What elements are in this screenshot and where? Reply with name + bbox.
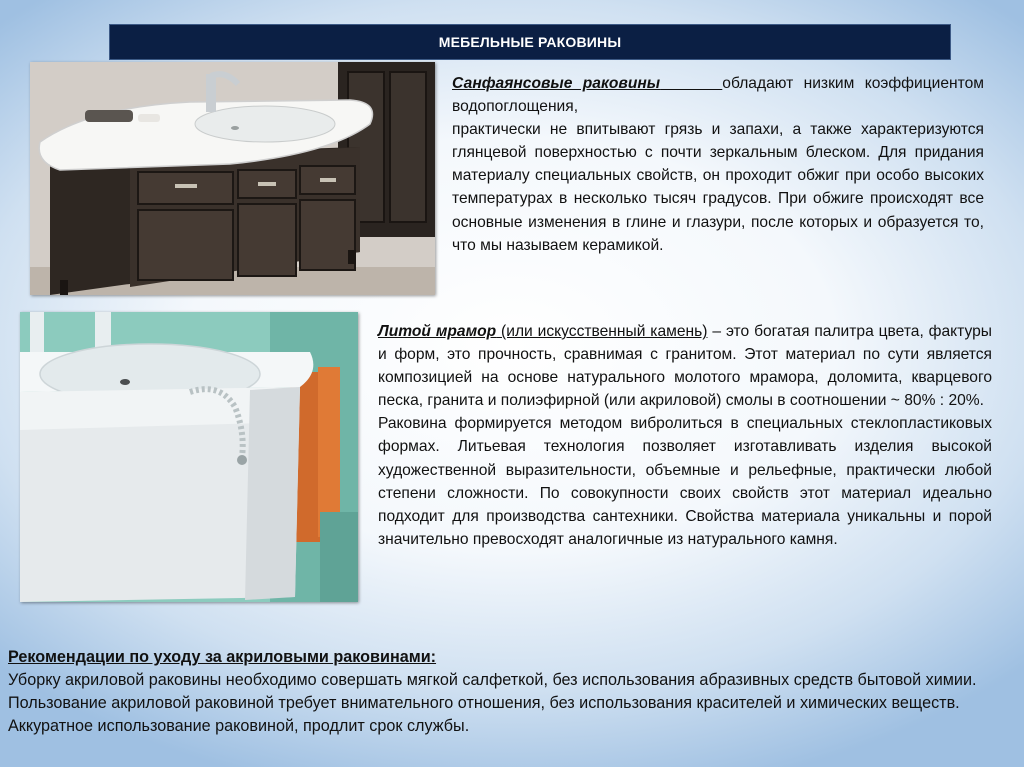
ceramic-body-text: практически не впитывают грязь и запахи, а также характеризуются глянцевой поверхностью с почти зеркальным блеском. Для придания материалу специальных свойств, он проходит обжиг при особо высоких температурах в несколько тысяч градусов. При обжиге происходят все основные изменения в глине и глазури, после которых и образуется то, что мы называем керамикой. (452, 121, 984, 254)
ceramic-term-gap (660, 75, 722, 92)
cast-marble-paren: (или искусственный камень) (496, 323, 708, 340)
vanity-sink-cabinet-icon (30, 62, 435, 295)
cast-marble-term: Литой мрамор (378, 323, 497, 340)
slide-title-bar (109, 24, 951, 60)
cast-marble-sink-icon (20, 312, 358, 602)
vanity-sink-photo (30, 62, 435, 295)
ceramic-sinks-term: Санфаянсовые раковины (452, 75, 661, 92)
care-recommendations (8, 646, 1008, 738)
cast-marble-paragraph (378, 320, 992, 551)
care-paragraph-1: Уборку акриловой раковины необходимо совершать мягкой салфеткой, без использования абразивных средств бытовой химии. (8, 671, 977, 689)
slide-title: МЕБЕЛЬНЫЕ РАКОВИНЫ (438, 34, 622, 50)
care-heading: Рекомендации по уходу за акриловыми раковинами: (8, 648, 437, 666)
cast-marble-body-2: Раковина формируется методом вибролиться в специальных стеклопластиковых формах. Литьевая технология позволяет изготавливать изделия высокой художественной выразительности, объемные и рельефные, практически любой степени сложности. По совокупности своих свойств этот материал идеально подходит для производства сантехники. Свойства материала уникальны и порой значительно превосходят аналогичные из натурального камня. (378, 415, 992, 548)
ceramic-sinks-paragraph (452, 72, 984, 257)
cast-marble-sink-photo (20, 312, 358, 602)
ceramic-lead-text: обладают низким коэффициентом водопоглощения, (452, 75, 984, 116)
cast-marble-body-1: это богатая палитра цвета, фактуры и форм, это прочность, сравнимая с гранитом. Этот материал по сути является композицией на основе натурального молотого мрамора, доломита, кварцевого песка, гранита и полиэфирной (или акриловой) смолы в соотношении ~ 80% : 20%. (378, 323, 992, 410)
care-paragraph-2: Пользование акриловой раковиной требует внимательного отношения, без использования красителей и химических веществ. Аккуратное использование раковиной, продлит срок службы. (8, 694, 960, 735)
cast-marble-dash: – (707, 323, 726, 340)
